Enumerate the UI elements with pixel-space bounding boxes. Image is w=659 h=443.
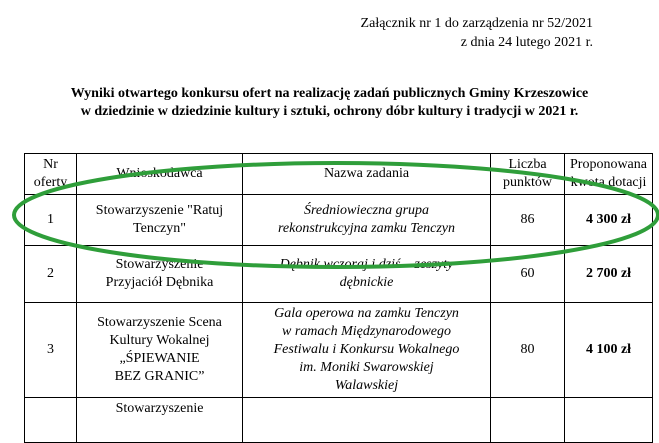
header-task-name: Nazwa zadania — [243, 154, 491, 195]
task-name-cell — [243, 398, 491, 443]
applicant-cell: Stowarzyszenie — [77, 398, 243, 443]
amount-cell: 2 700 zł — [565, 246, 653, 303]
points-cell: 60 — [491, 246, 565, 303]
annex-line-2: z dnia 24 lutego 2021 r. — [460, 35, 593, 50]
title-line-1: Wyniki otwartego konkursu ofert na realizację zadań publicznych Gminy Krzeszowice — [70, 86, 589, 101]
applicant-cell: Stowarzyszenie "Ratuj Tenczyn" — [77, 195, 243, 246]
points-cell: 80 — [491, 303, 565, 398]
task-name-cell: Gala operowa na zamku Tenczyn w ramach Międzynarodowego Festiwalu i Konkursu Wokalnego im. Moniki Swarowskiej Walawskiej — [243, 303, 491, 398]
header-points: Liczba punktów — [491, 154, 565, 195]
points-cell — [491, 398, 565, 443]
table-row — [25, 303, 653, 398]
document-title — [0, 85, 659, 121]
task-name-cell: Średniowieczna grupa rekonstrukcyjna zamku Tenczyn — [243, 195, 491, 246]
applicant-cell: Stowarzyszenie Przyjaciół Dębnika — [77, 246, 243, 303]
offer-number-cell — [25, 398, 77, 443]
title-line-2: w dziedzinie w dziedzinie kultury i sztuki, ochrony dóbr kultury i tradycji w 2021 r. — [80, 104, 579, 119]
table-row — [25, 246, 653, 303]
table-row — [25, 195, 653, 246]
header-offer-number: Nr oferty — [25, 154, 77, 195]
amount-cell — [565, 398, 653, 443]
header-proposed-amount: Proponowana kwota dotacji — [565, 154, 653, 195]
amount-cell: 4 100 zł — [565, 303, 653, 398]
applicant-cell: Stowarzyszenie Scena Kultury Wokalnej „ŚPIEWANIE BEZ GRANIC” — [77, 303, 243, 398]
annex-reference — [361, 14, 593, 52]
points-cell: 86 — [491, 195, 565, 246]
table-header-row — [25, 154, 653, 195]
header-applicant: Wnioskodawca — [77, 154, 243, 195]
offer-number-cell: 1 — [25, 195, 77, 246]
table-row — [25, 398, 653, 443]
annex-line-1: Załącznik nr 1 do zarządzenia nr 52/2021 — [360, 16, 593, 31]
task-name-cell: Dębnik wczoraj i dziś – zeszyty dębnickie — [243, 246, 491, 303]
offer-number-cell: 3 — [25, 303, 77, 398]
results-table — [24, 153, 653, 443]
offer-number-cell: 2 — [25, 246, 77, 303]
amount-cell: 4 300 zł — [565, 195, 653, 246]
